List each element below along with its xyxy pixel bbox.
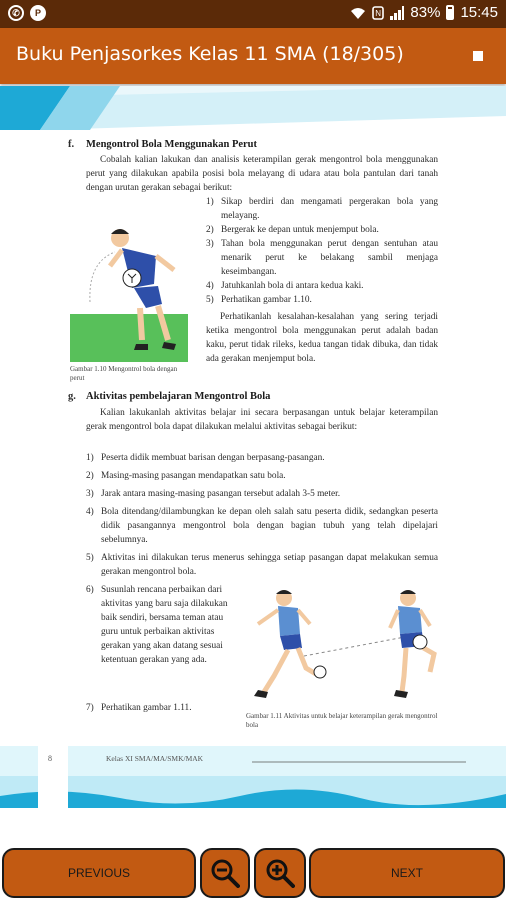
list-number: 1) [206,197,214,207]
list-item [206,237,438,279]
list-text: Bergerak ke depan untuk menjemput bola. [221,225,379,235]
list-text: Perhatikan gambar 1.11. [101,703,192,713]
page-viewer[interactable] [0,86,506,808]
status-bar [0,0,506,28]
status-right [350,4,498,21]
figure-1-10-caption: Gambar 1.10 Mengontrol bola dengan perut [70,365,178,382]
footer-text: Kelas XI SMA/MA/SMK/MAK [106,754,204,763]
list-item [206,223,438,237]
list-item [86,583,236,695]
status-left [8,5,46,21]
svg-text:N: N [375,8,382,18]
list-number: 4) [206,281,214,291]
list-item [86,451,438,465]
list-text: Masing-masing pasangan mendapatkan satu bola. [101,471,286,481]
previous-button[interactable]: PREVIOUS [2,848,196,898]
page-header-decoration [0,86,506,130]
list-text: Jarak antara masing-masing pasangan tersebut adalah 3-5 meter. [101,489,341,499]
bottom-navigation [0,808,506,900]
figure-1-10-image [70,222,188,362]
next-button[interactable]: NEXT [309,848,505,898]
section-g-letter: g. [68,391,76,402]
list-number: 6) [86,585,94,595]
list-text: Jatuhkanlah bola di antara kedua kaki. [221,281,364,291]
zoom-in-icon [265,858,295,888]
section-f-letter: f. [68,139,75,150]
section-f-note: Perhatikanlah kesalahan-kesalahan yang sering terjadi ketika mengontrol bola menggunakan perut adalah badan kaku, perut tidak rileks, kedua tangan tidak dibuka, dan tidak ada gerakan menjemput bola. [206,312,438,364]
list-number: 5) [86,553,94,563]
list-text: Peserta didik membuat barisan dengan berpasang-pasangan. [101,453,325,463]
list-item [206,195,438,223]
list-item [86,505,438,547]
list-number: 4) [86,507,94,517]
list-item [86,487,438,501]
list-item [86,551,438,579]
list-number: 7) [86,703,94,713]
wifi-icon [350,6,366,20]
battery-percent: 83% [410,4,441,21]
list-number: 5) [206,295,214,305]
list-text: Tahan bola menggunakan perut dengan sentuhan atau menarik perut ke belakang sambil menjaga keseimbangan. [221,239,438,277]
zoom-out-button[interactable] [200,848,250,898]
list-item [206,293,438,307]
list-number: 3) [206,239,214,249]
section-f-intro: Cobalah kalian lakukan dan analisis keterampilan gerak mengontrol bola menggunakan perut yang dilakukan apabila posisi bola melayang di udara atau bola pantulan dari tanah dengan urutan gerakan sebagai berikut: [86,155,438,193]
list-item [86,469,438,483]
list-text: Susunlah rencana perbaikan dari aktivitas yang baru saja dilakukan baik sendiri, bersama teman atau guru untuk perbaikan aktivitas gerakan yang akan datang sesuai ketentuan gerakan yang ada. [101,585,228,665]
clock-time: 15:45 [460,4,498,21]
list-number: 2) [86,471,94,481]
list-item [206,279,438,293]
zoom-in-button[interactable] [254,848,306,898]
app-title: Buku Penjasorkes Kelas 11 SMA (18/305) [16,43,404,65]
list-number: 1) [86,453,94,463]
page-number: 8 [48,754,52,763]
list-text: Perhatikan gambar 1.10. [221,295,312,305]
list-text: Sikap berdiri dan mengamati pergerakan bola yang melayang. [221,197,438,221]
whatsapp-icon: ✆ [8,5,24,21]
list-item [86,701,236,715]
battery-icon [446,5,454,20]
app-bar [0,28,506,84]
stop-icon[interactable] [470,48,486,64]
list-text: Bola ditendang/dilambungkan ke depan oleh salah satu peserta didik, sedangkan peserta didik pasangannya mengontrol bola dengan bagian tubuh yang telah dipelajari sebelumnya. [101,507,438,545]
list-text: Aktivitas ini dilakukan terus menerus sehingga setiap pasangan dapat melakukan semua gerakan mengontrol bola. [101,553,438,577]
zoom-out-icon [210,858,240,888]
list-number: 3) [86,489,94,499]
page-footer-decoration [0,746,506,808]
p-app-icon: P [30,5,46,21]
signal-icon [390,6,404,20]
section-g-intro: Kalian lakukanlah aktivitas belajar ini secara berpasangan untuk belajar keterampilan gerak mengontrol bola dapat dilakukan melalui aktivitas sebagai berikut: [86,408,438,432]
figure-1-11-caption: Gambar 1.11 Aktivitas untuk belajar keterampilan gerak mengontrol bola [246,712,438,729]
section-f-title: Mengontrol Bola Menggunakan Perut [86,139,258,150]
section-g-title: Aktivitas pembelajaran Mengontrol Bola [86,391,271,402]
list-number: 2) [206,225,214,235]
nfc-icon [372,6,384,20]
figure-1-11-image [244,584,440,704]
